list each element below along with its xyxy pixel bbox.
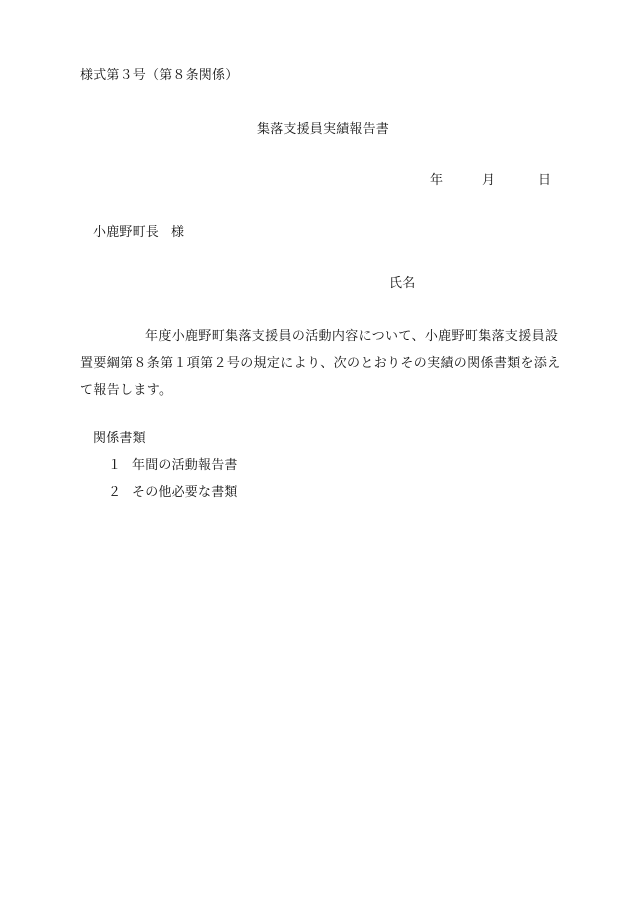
addressee xyxy=(93,224,184,242)
applicant-name-label: 氏名 xyxy=(389,276,416,291)
related-document-text: その他必要な書類 xyxy=(132,485,238,500)
related-document-item xyxy=(108,457,238,475)
date-year-label: 年 xyxy=(430,173,444,188)
date-day-label: 日 xyxy=(538,173,552,188)
related-documents-heading: 関係書類 xyxy=(93,431,146,446)
addressee-honorific: 様 xyxy=(171,225,185,240)
addressee-name: 小鹿野町長 xyxy=(93,225,160,240)
date-month-label: 月 xyxy=(482,173,496,188)
related-document-item xyxy=(108,484,238,502)
report-body-text: 年度小鹿野町集落支援員の活動内容について、小鹿野町集落支援員設置要綱第８条第１項第２号の規定により、次のとおりその実績の関係書類を添えて報告します。 xyxy=(80,329,561,398)
related-document-number: ２ xyxy=(108,485,122,500)
date-row xyxy=(0,172,630,190)
related-document-text: 年間の活動報告書 xyxy=(132,458,238,473)
form-number: 様式第３号（第８条関係） xyxy=(80,68,239,83)
document-title: 集落支援員実績報告書 xyxy=(257,122,390,137)
related-document-number: １ xyxy=(108,458,122,473)
